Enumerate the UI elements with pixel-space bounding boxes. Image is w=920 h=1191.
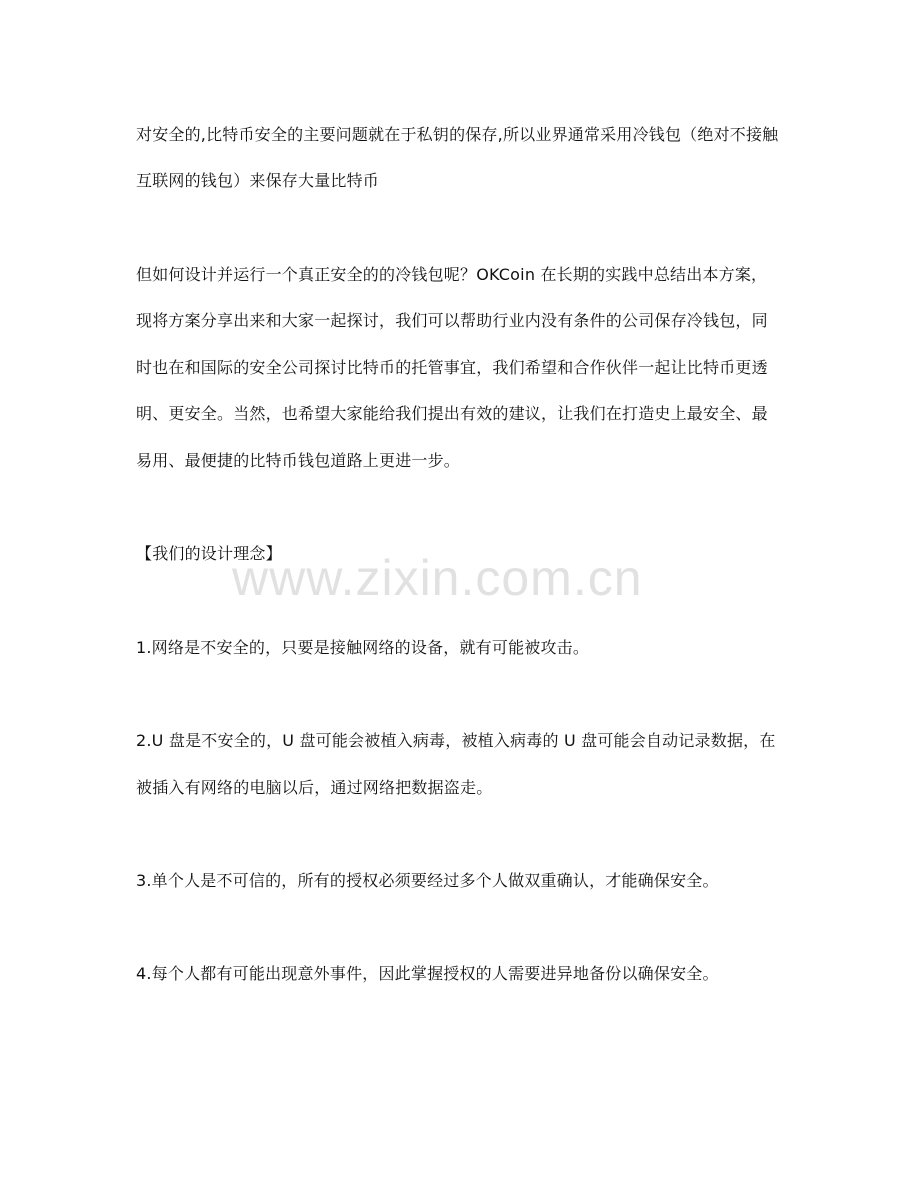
paragraph-2-line-5: 易用、最便捷的比特币钱包道路上更进一步。 xyxy=(136,451,461,470)
section-heading: 【我们的设计理念】 xyxy=(136,544,282,563)
paragraph-2-line-3: 时也在和国际的安全公司探讨比特币的托管事宜，我们希望和合作伙伴一起让比特币更透 xyxy=(136,358,768,377)
principle-4: 4.每个人都有可能出现意外事件，因此掌握授权的人需要进异地备份以确保安全。 xyxy=(136,964,719,983)
principle-1: 1.网络是不安全的，只要是接触网络的设备，就有可能被攻击。 xyxy=(136,638,590,657)
principle-2-line-2: 被插入有网络的电脑以后，通过网络把数据盗走。 xyxy=(136,778,493,797)
watermark-text: www.zixin.com.cn xyxy=(232,550,643,606)
paragraph-2-line-1: 但如何设计并运行一个真正安全的的冷钱包呢？OKCoin 在长期的实践中总结出本方案， xyxy=(136,265,768,284)
principle-3: 3.单个人是不可信的，所有的授权必须要经过多个人做双重确认，才能确保安全。 xyxy=(136,871,719,890)
paragraph-1-line-1: 对安全的,比特币安全的主要问题就在于私钥的保存,所以业界通常采用冷钱包（绝对不接触 xyxy=(136,125,779,144)
paragraph-2-line-4: 明、更安全。当然，也希望大家能给我们提出有效的建议，让我们在打造史上最安全、最 xyxy=(136,404,768,423)
paragraph-2-line-2: 现将方案分享出来和大家一起探讨，我们可以帮助行业内没有条件的公司保存冷钱包，同 xyxy=(136,311,768,330)
principle-2-line-1: 2.U 盘是不安全的，U 盘可能会被植入病毒，被植入病毒的 U 盘可能会自动记录数据，在 xyxy=(136,731,776,750)
paragraph-1-line-2: 互联网的钱包）来保存大量比特币 xyxy=(136,171,380,190)
